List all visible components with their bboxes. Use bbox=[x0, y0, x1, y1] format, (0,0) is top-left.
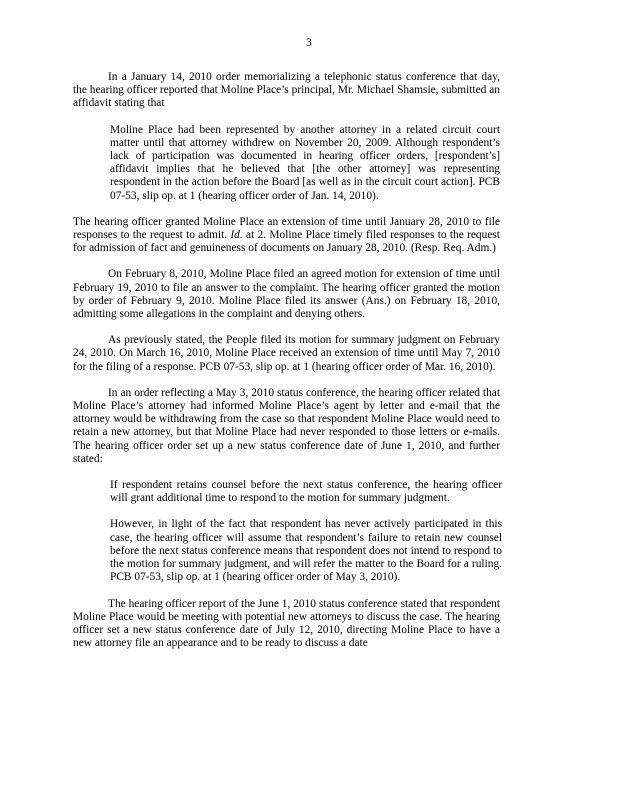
paragraph-extension-granted bbox=[73, 216, 500, 256]
page-number: 3 bbox=[306, 37, 312, 49]
block-quote-affidavit: Moline Place had been represented by another attorney in a related circuit court matter until that attorney withdrew on November 20, 2009. Although respondent’s lack of participation was documented in hearing officer orders, [respondent’s] affidavit implies that he believed that [the other attorney] was representing respondent in the action before the Board [as well as in the circuit court action]. PCB 07-53, slip op. at 1 (hearing officer order of Jan. 14, 2010). bbox=[110, 123, 500, 202]
paragraph-june-report: The hearing officer report of the June 1, 2010 status conference stated that respondent Moline Place would be meeting with potential new attorneys to discuss the case. The hearing officer set a new status conference date of July 12, 2010, directing Moline Place to have a new attorney file an appearance and to be ready to discuss a date bbox=[73, 597, 500, 650]
paragraph-january-order: In a January 14, 2010 order memorializing a telephonic status conference that day, the hearing officer reported that Moline Place’s principal, Mr. Michael Shamsie, submitted an affidavit stating that bbox=[73, 71, 500, 110]
id-citation: Id. bbox=[230, 229, 243, 242]
paragraph-february-motion: On February 8, 2010, Moline Place filed an agreed motion for extension of time until February 19, 2010 to file an answer to the complaint. The hearing officer granted the motion by order of February 9, 2010. Moline Place filed its answer (Ans.) on February 18, 2010, admitting some allegations in the complaint and denying others. bbox=[73, 268, 500, 321]
paragraph-text: The hearing officer granted Moline Place an extension of time until January 28, 2010 to file responses to the request to admit. bbox=[73, 215, 500, 242]
paragraph-summary-judgment: As previously stated, the People filed its motion for summary judgment on February 24, 2010. On March 16, 2010, Moline Place received an extension of time until May 7, 2010 for the filing of a response. PCB 07-53, slip op. at 1 (hearing officer order of Mar. 16, 2010). bbox=[73, 334, 500, 373]
document-body bbox=[73, 71, 500, 663]
paragraph-may-order: In an order reflecting a May 3, 2010 status conference, the hearing officer related that Moline Place’s attorney had informed Moline Place’s agent by letter and e-mail that the attorney would be withdrawing from the case so that respondent Moline Place would need to retain a new attorney, but that Moline Place had never responded to those letters or e-mails. The hearing officer order set up a new status conference date of June 1, 2010, and further stated: bbox=[73, 386, 500, 465]
block-quote-failure-to-retain: However, in light of the fact that respondent has never actively participated in this case, the hearing officer will assume that respondent’s failure to retain new counsel before the next status conference means that respondent does not intend to respond to the motion for summary judgment, and will refer the matter to the Board for a ruling. PCB 07-53, slip op. at 1 (hearing officer order of May 3, 2010). bbox=[110, 518, 502, 584]
paragraph-text: at 2. Moline Place timely filed responses to the request for admission of fact and genuineness of documents on January 28, 2010. (Resp. Req. Adm.) bbox=[73, 229, 500, 255]
block-quote-retain-counsel: If respondent retains counsel before the next status conference, the hearing officer will grant additional time to respond to the motion for summary judgment. bbox=[110, 479, 502, 505]
